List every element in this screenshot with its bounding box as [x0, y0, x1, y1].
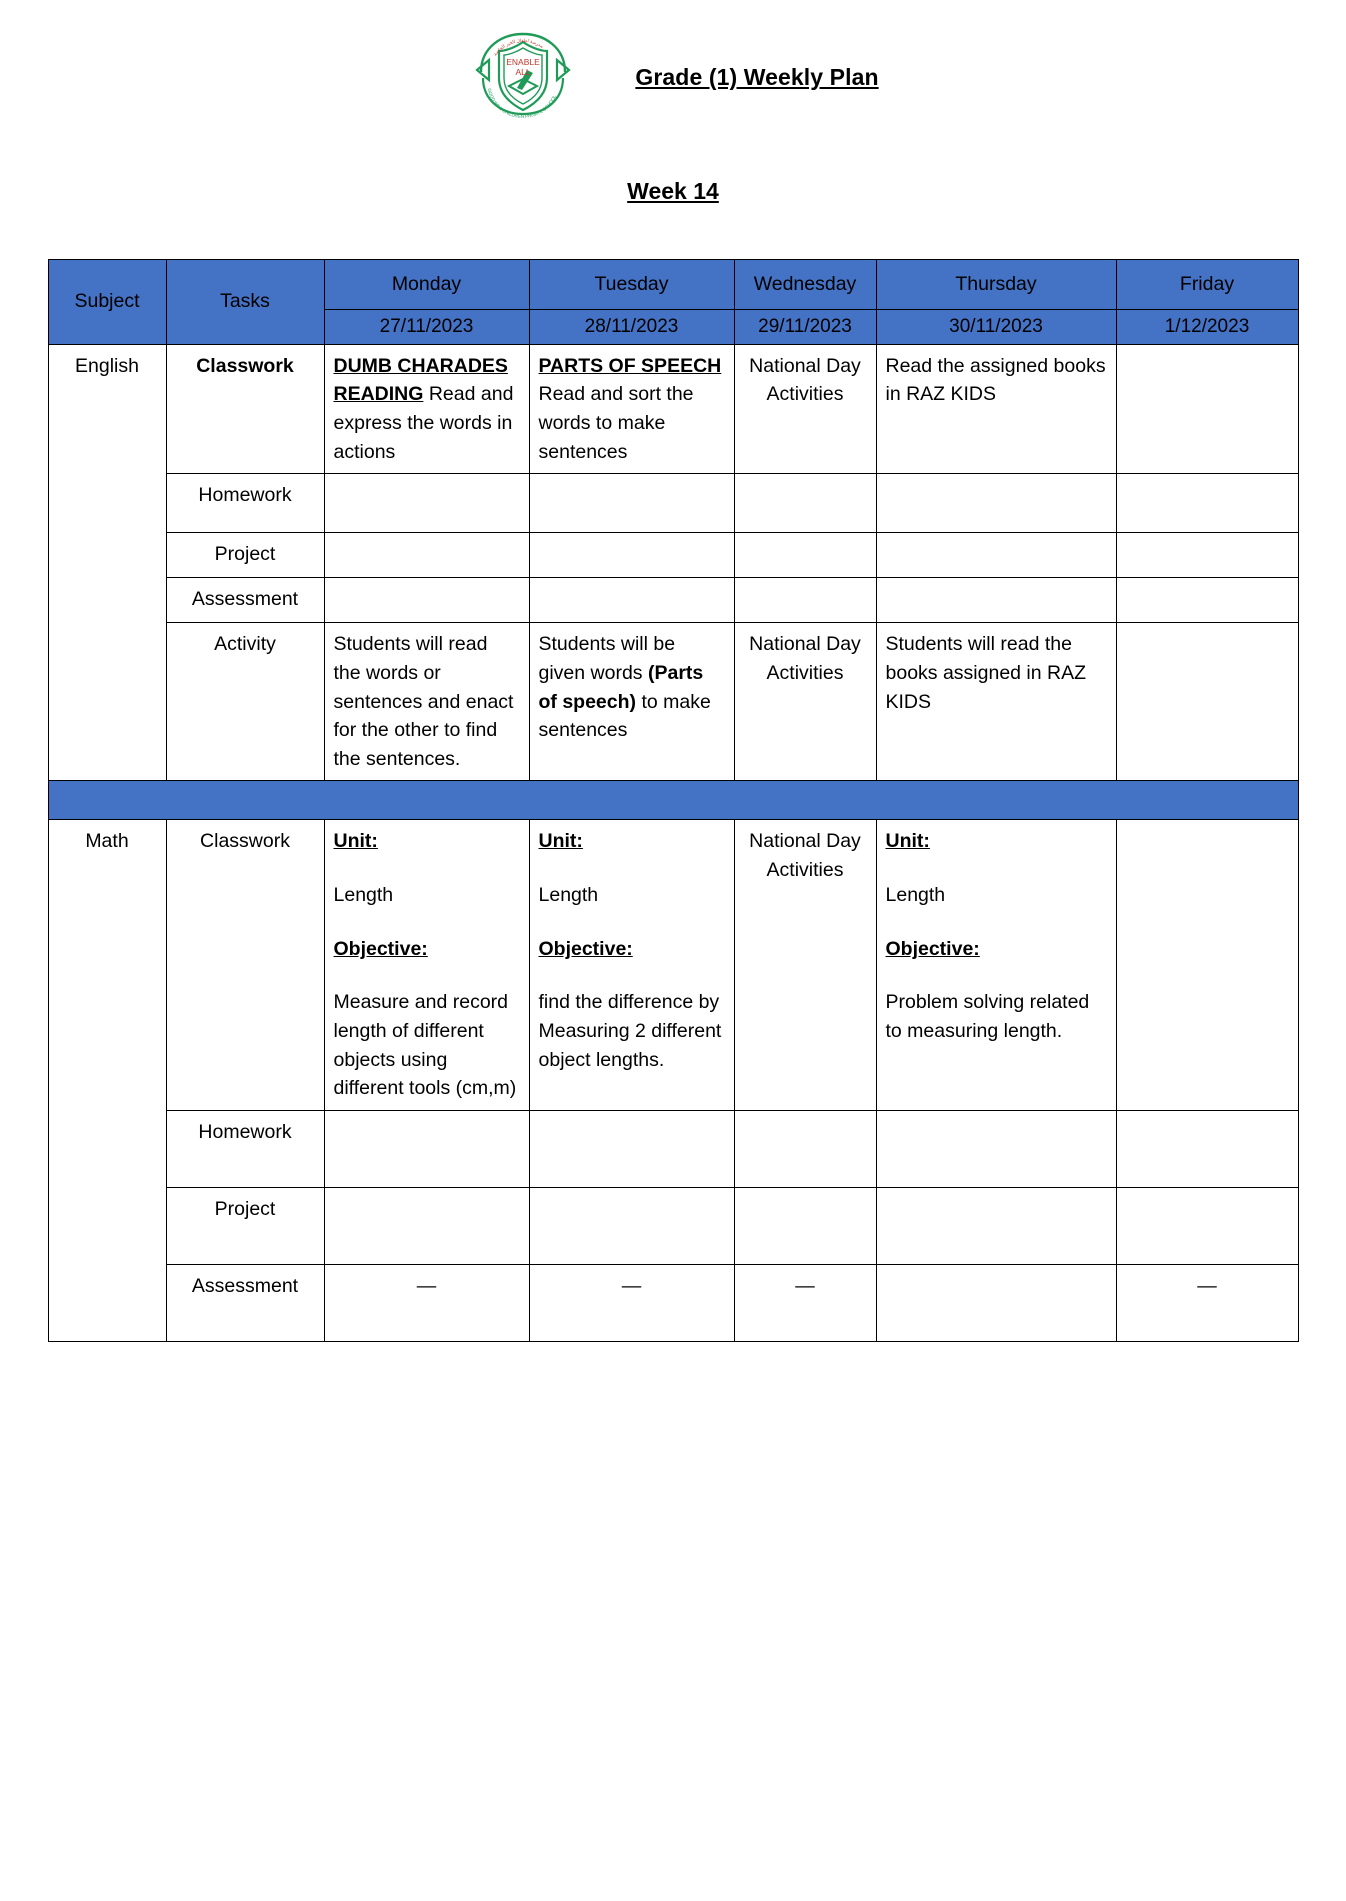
cell-english-assessment-monday [324, 578, 529, 623]
column-header-subject: Subject [48, 260, 166, 345]
school-logo-icon [467, 26, 579, 138]
cell-math-project-thursday [876, 1188, 1116, 1265]
cell-math-classwork-friday [1116, 820, 1298, 1111]
cell-english-activity-wednesday: National Day Activities [734, 623, 876, 781]
date-tuesday: 28/11/2023 [529, 309, 734, 344]
task-label-project: Project [166, 533, 324, 578]
column-header-thursday: Thursday [876, 260, 1116, 310]
column-header-tuesday: Tuesday [529, 260, 734, 310]
cell-english-homework-thursday [876, 474, 1116, 533]
cell-english-assessment-thursday [876, 578, 1116, 623]
title-block [635, 26, 878, 91]
cell-english-classwork-thursday: Read the assigned books in RAZ KIDS [876, 344, 1116, 474]
task-label-homework: Homework [166, 1111, 324, 1188]
cell-math-assessment-monday: — [324, 1265, 529, 1342]
section-separator-band [48, 781, 1298, 820]
table-row [48, 533, 1298, 578]
table-row [48, 1265, 1298, 1342]
cell-english-homework-tuesday [529, 474, 734, 533]
cell-english-activity-tuesday: Students will be given words (Parts of speech) to make sentences [529, 623, 734, 781]
table-row [48, 820, 1298, 1111]
week-subtitle: Week 14 [627, 178, 719, 204]
page-title: Grade (1) Weekly Plan [635, 64, 879, 90]
task-label-assessment: Assessment [166, 578, 324, 623]
cell-english-assessment-friday [1116, 578, 1298, 623]
column-header-monday: Monday [324, 260, 529, 310]
cell-english-classwork-tuesday: PARTS OF SPEECH Read and sort the words to make sentences [529, 344, 734, 474]
table-row [48, 578, 1298, 623]
svg-text:ENABLE: ENABLE [506, 57, 541, 67]
task-label-project: Project [166, 1188, 324, 1265]
cell-math-project-friday [1116, 1188, 1298, 1265]
cell-math-classwork-thursday: Unit: Length Objective: Problem solving related to measuring length. [876, 820, 1116, 1111]
date-monday: 27/11/2023 [324, 309, 529, 344]
svg-text:ALL: ALL [515, 67, 531, 77]
cell-english-homework-friday [1116, 474, 1298, 533]
cell-math-classwork-tuesday: Unit: Length Objective: find the difference by Measuring 2 different object lengths. [529, 820, 734, 1111]
subject-label-english: English [48, 344, 166, 781]
cell-math-assessment-thursday [876, 1265, 1116, 1342]
cell-math-homework-friday [1116, 1111, 1298, 1188]
cell-english-project-wednesday [734, 533, 876, 578]
cell-english-homework-monday [324, 474, 529, 533]
cell-english-assessment-wednesday [734, 578, 876, 623]
cell-math-homework-tuesday [529, 1111, 734, 1188]
subject-label-math: Math [48, 820, 166, 1342]
column-header-wednesday: Wednesday [734, 260, 876, 310]
cell-english-activity-monday: Students will read the words or sentences and enact for the other to find the sentences. [324, 623, 529, 781]
table-row [48, 623, 1298, 781]
cell-math-homework-wednesday [734, 1111, 876, 1188]
cell-english-homework-wednesday [734, 474, 876, 533]
cell-english-project-friday [1116, 533, 1298, 578]
svg-text:مدرسة اطفال الخير الخاصة: مدرسة اطفال الخير الخاصة [492, 37, 545, 57]
table-row [48, 1188, 1298, 1265]
cell-math-project-tuesday [529, 1188, 734, 1265]
cell-english-classwork-friday [1116, 344, 1298, 474]
task-label-homework: Homework [166, 474, 324, 533]
cell-english-activity-thursday: Students will read the books assigned in RAZ KIDS [876, 623, 1116, 781]
cell-math-assessment-wednesday: — [734, 1265, 876, 1342]
table-row [48, 1111, 1298, 1188]
cell-english-classwork-wednesday: National Day Activities [734, 344, 876, 474]
cell-math-classwork-wednesday: National Day Activities [734, 820, 876, 1111]
svg-text:GOOD WILL CHILDREN PRIVATE SCH: GOOD WILL CHILDREN PRIVATE SCHOOL [486, 87, 558, 120]
table-row [48, 474, 1298, 533]
document-header [0, 0, 1346, 138]
table-row [48, 344, 1298, 474]
cell-english-assessment-tuesday [529, 578, 734, 623]
cell-english-project-monday [324, 533, 529, 578]
task-label-classwork: Classwork [166, 344, 324, 474]
task-label-assessment: Assessment [166, 1265, 324, 1342]
cell-english-classwork-monday: DUMB CHARADES READING Read and express the words in actions [324, 344, 529, 474]
cell-math-homework-monday [324, 1111, 529, 1188]
column-header-tasks: Tasks [166, 260, 324, 345]
cell-math-classwork-monday: Unit: Length Objective: Measure and record length of different objects using different tools (cm,m) [324, 820, 529, 1111]
cell-english-project-thursday [876, 533, 1116, 578]
cell-english-activity-friday [1116, 623, 1298, 781]
cell-math-assessment-friday: — [1116, 1265, 1298, 1342]
date-friday: 1/12/2023 [1116, 309, 1298, 344]
task-label-activity: Activity [166, 623, 324, 781]
cell-math-homework-thursday [876, 1111, 1116, 1188]
date-wednesday: 29/11/2023 [734, 309, 876, 344]
task-label-classwork: Classwork [166, 820, 324, 1111]
cell-english-project-tuesday [529, 533, 734, 578]
cell-math-project-monday [324, 1188, 529, 1265]
table-header-row [48, 260, 1298, 310]
cell-math-assessment-tuesday: — [529, 1265, 734, 1342]
date-thursday: 30/11/2023 [876, 309, 1116, 344]
column-header-friday: Friday [1116, 260, 1298, 310]
cell-math-project-wednesday [734, 1188, 876, 1265]
weekly-plan-table [48, 259, 1299, 1342]
separator-fill [48, 781, 1298, 820]
